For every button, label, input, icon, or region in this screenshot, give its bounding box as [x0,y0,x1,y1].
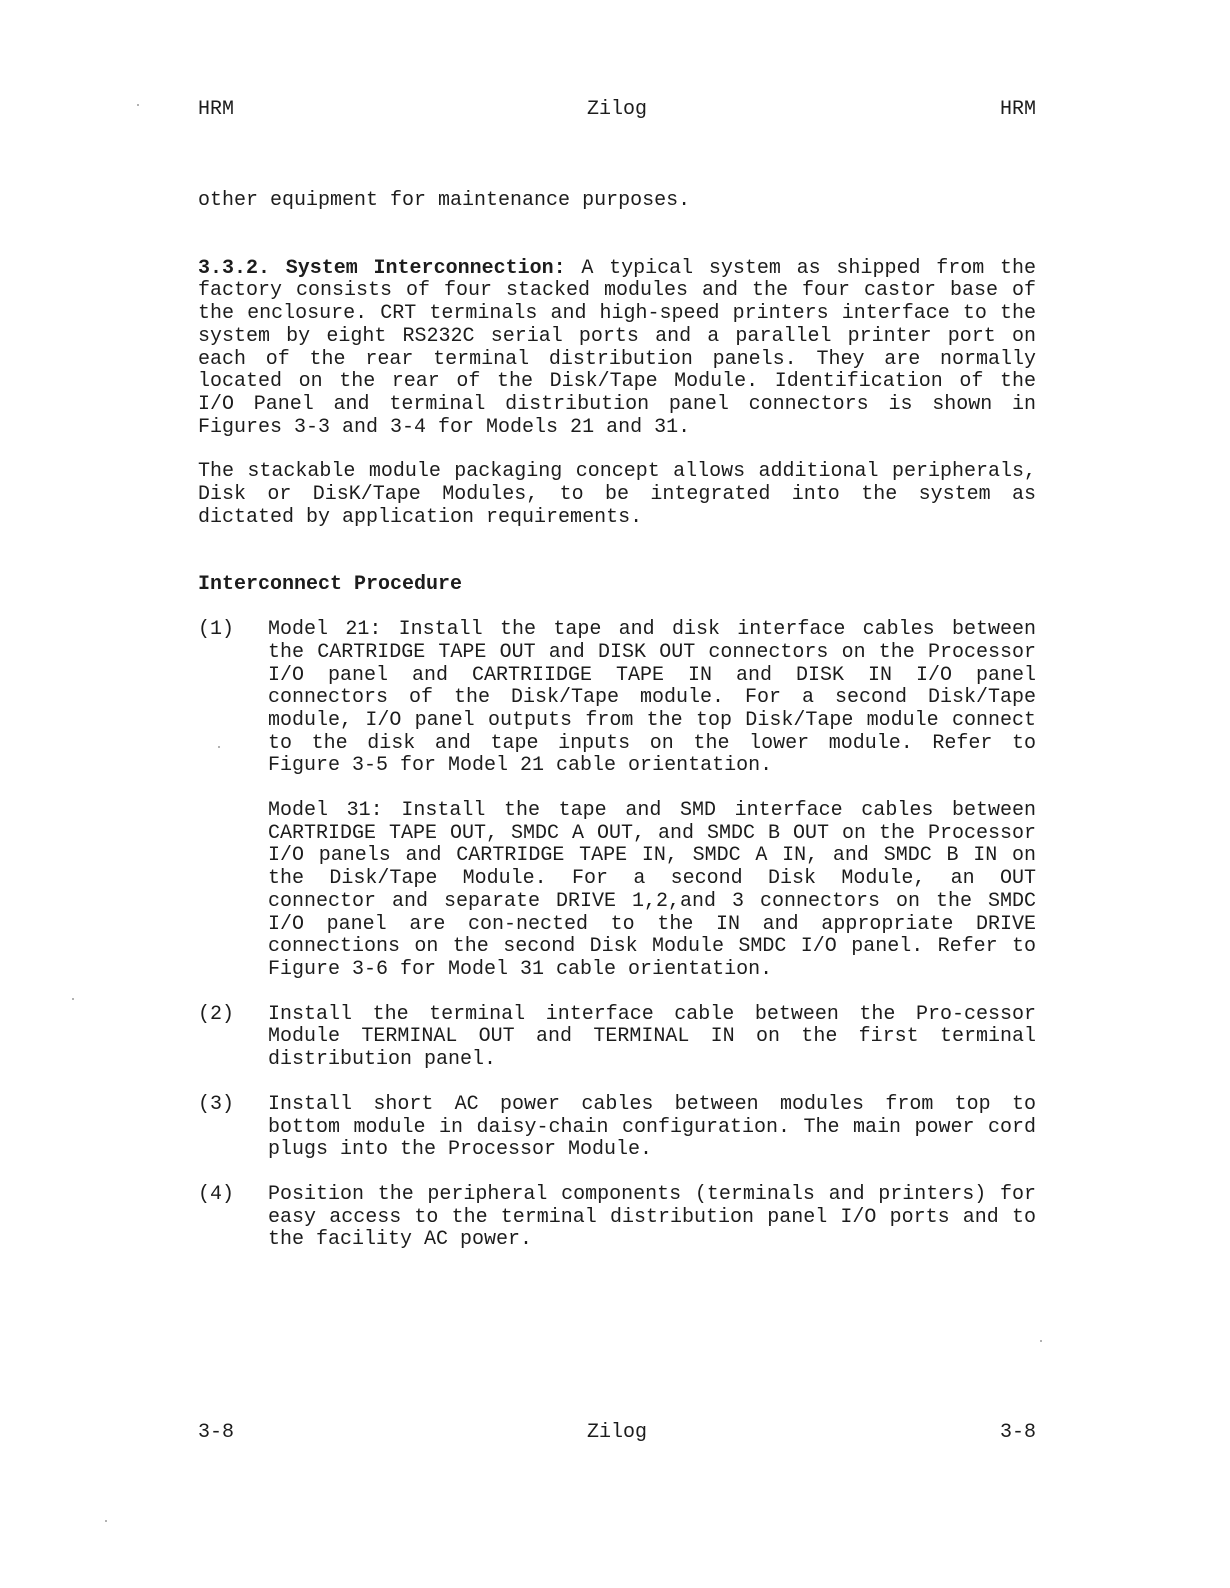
footer-right: 3-8 [999,1421,1036,1444]
footer-left: 3-8 [198,1421,235,1444]
header-right: HRM [999,98,1036,121]
item-text: Install short AC power cables between modules from top to bottom module in daisy-chain configuration. The main power cord plugs into the Processor Module. [268,1092,1036,1162]
page-footer [198,1420,1036,1446]
procedure-item-4 [198,1184,1036,1252]
section-title: System Interconnection: [285,256,566,280]
footer-center: Zilog [586,1421,648,1444]
scan-speck [72,998,74,1000]
procedure-item-1 [198,619,1036,778]
item-number: (4) [198,1182,235,1206]
item-text: Model 21: Install the tape and disk interface cables between the CARTRIDGE TAPE OUT and DISK OUT connectors on the Processor I/O panel and CARTRIIDGE TAPE IN and DISK IN I/O panel connectors of the Disk/Tape module. For a second Disk/Tape module, I/O panel outputs from the top Disk/Tape module connect to the disk and tape inputs on the lower module. Refer to Figure 3-5 for Model 21 cable orientation. [268,618,1036,778]
item-text: Position the peripheral components (terminals and printers) for easy access to the terminal distribution panel I/O ports and to the facility AC power. [268,1182,1036,1252]
section-paragraph-2: The stackable module packaging concept allows additional peripherals, Disk or DisK/Tape Modules, to be integrated into the system as dictated by application requirements. [198,460,1036,529]
header-center: Zilog [586,98,648,121]
scan-speck [1040,1340,1042,1342]
item-number: (2) [198,1002,235,1026]
item-text: Install the terminal interface cable between the Pro-cessor Module TERMINAL OUT and TERMINAL IN on the first terminal distribution panel. [268,1002,1036,1072]
item-number: (1) [198,618,235,642]
procedure-item-1-model31: Model 31: Install the tape and SMD interface cables between CARTRIDGE TAPE OUT, SMDC A OUT, and SMDC B OUT on the Processor I/O panels and CARTRIDGE TAPE IN, SMDC A IN, and SMDC B IN on the Disk/Tape Module. For a second Disk Module, an OUT connector and separate DRIVE 1,2,and 3 connectors on the SMDC I/O panel are con-nected to the IN and appropriate DRIVE connections on the second Disk Module SMDC I/O panel. Refer to Figure 3-6 for Model 31 cable orientation. [268,799,1036,981]
header-left: HRM [198,98,235,121]
procedure-heading: Interconnect Procedure [198,573,463,597]
scan-speck [137,104,139,106]
continuation-text: other equipment for maintenance purposes. [198,189,691,212]
page-body [198,190,1036,1252]
scan-speck [105,1520,107,1522]
procedure-item-2 [198,1004,1036,1072]
item-number: (3) [198,1092,235,1116]
section-number: 3.3.2. [198,256,271,280]
page-header [198,97,1036,123]
scan-speck [218,746,220,748]
section-paragraph-1 [198,258,1036,440]
procedure-item-3 [198,1094,1036,1162]
section-para1-text: A typical system as shipped from the factory consists of four stacked modules and the four castor base of the enclosure. CRT terminals and high-speed printers interface to the system by eight RS232C serial ports and a parallel printer port on each of the rear terminal distribution panels. They are normally located on the rear of the Disk/Tape Module. Identification of the I/O Panel and terminal distribution panel connectors is shown in Figures 3-3 and 3-4 for Models 21 and 31. [198,256,1036,439]
